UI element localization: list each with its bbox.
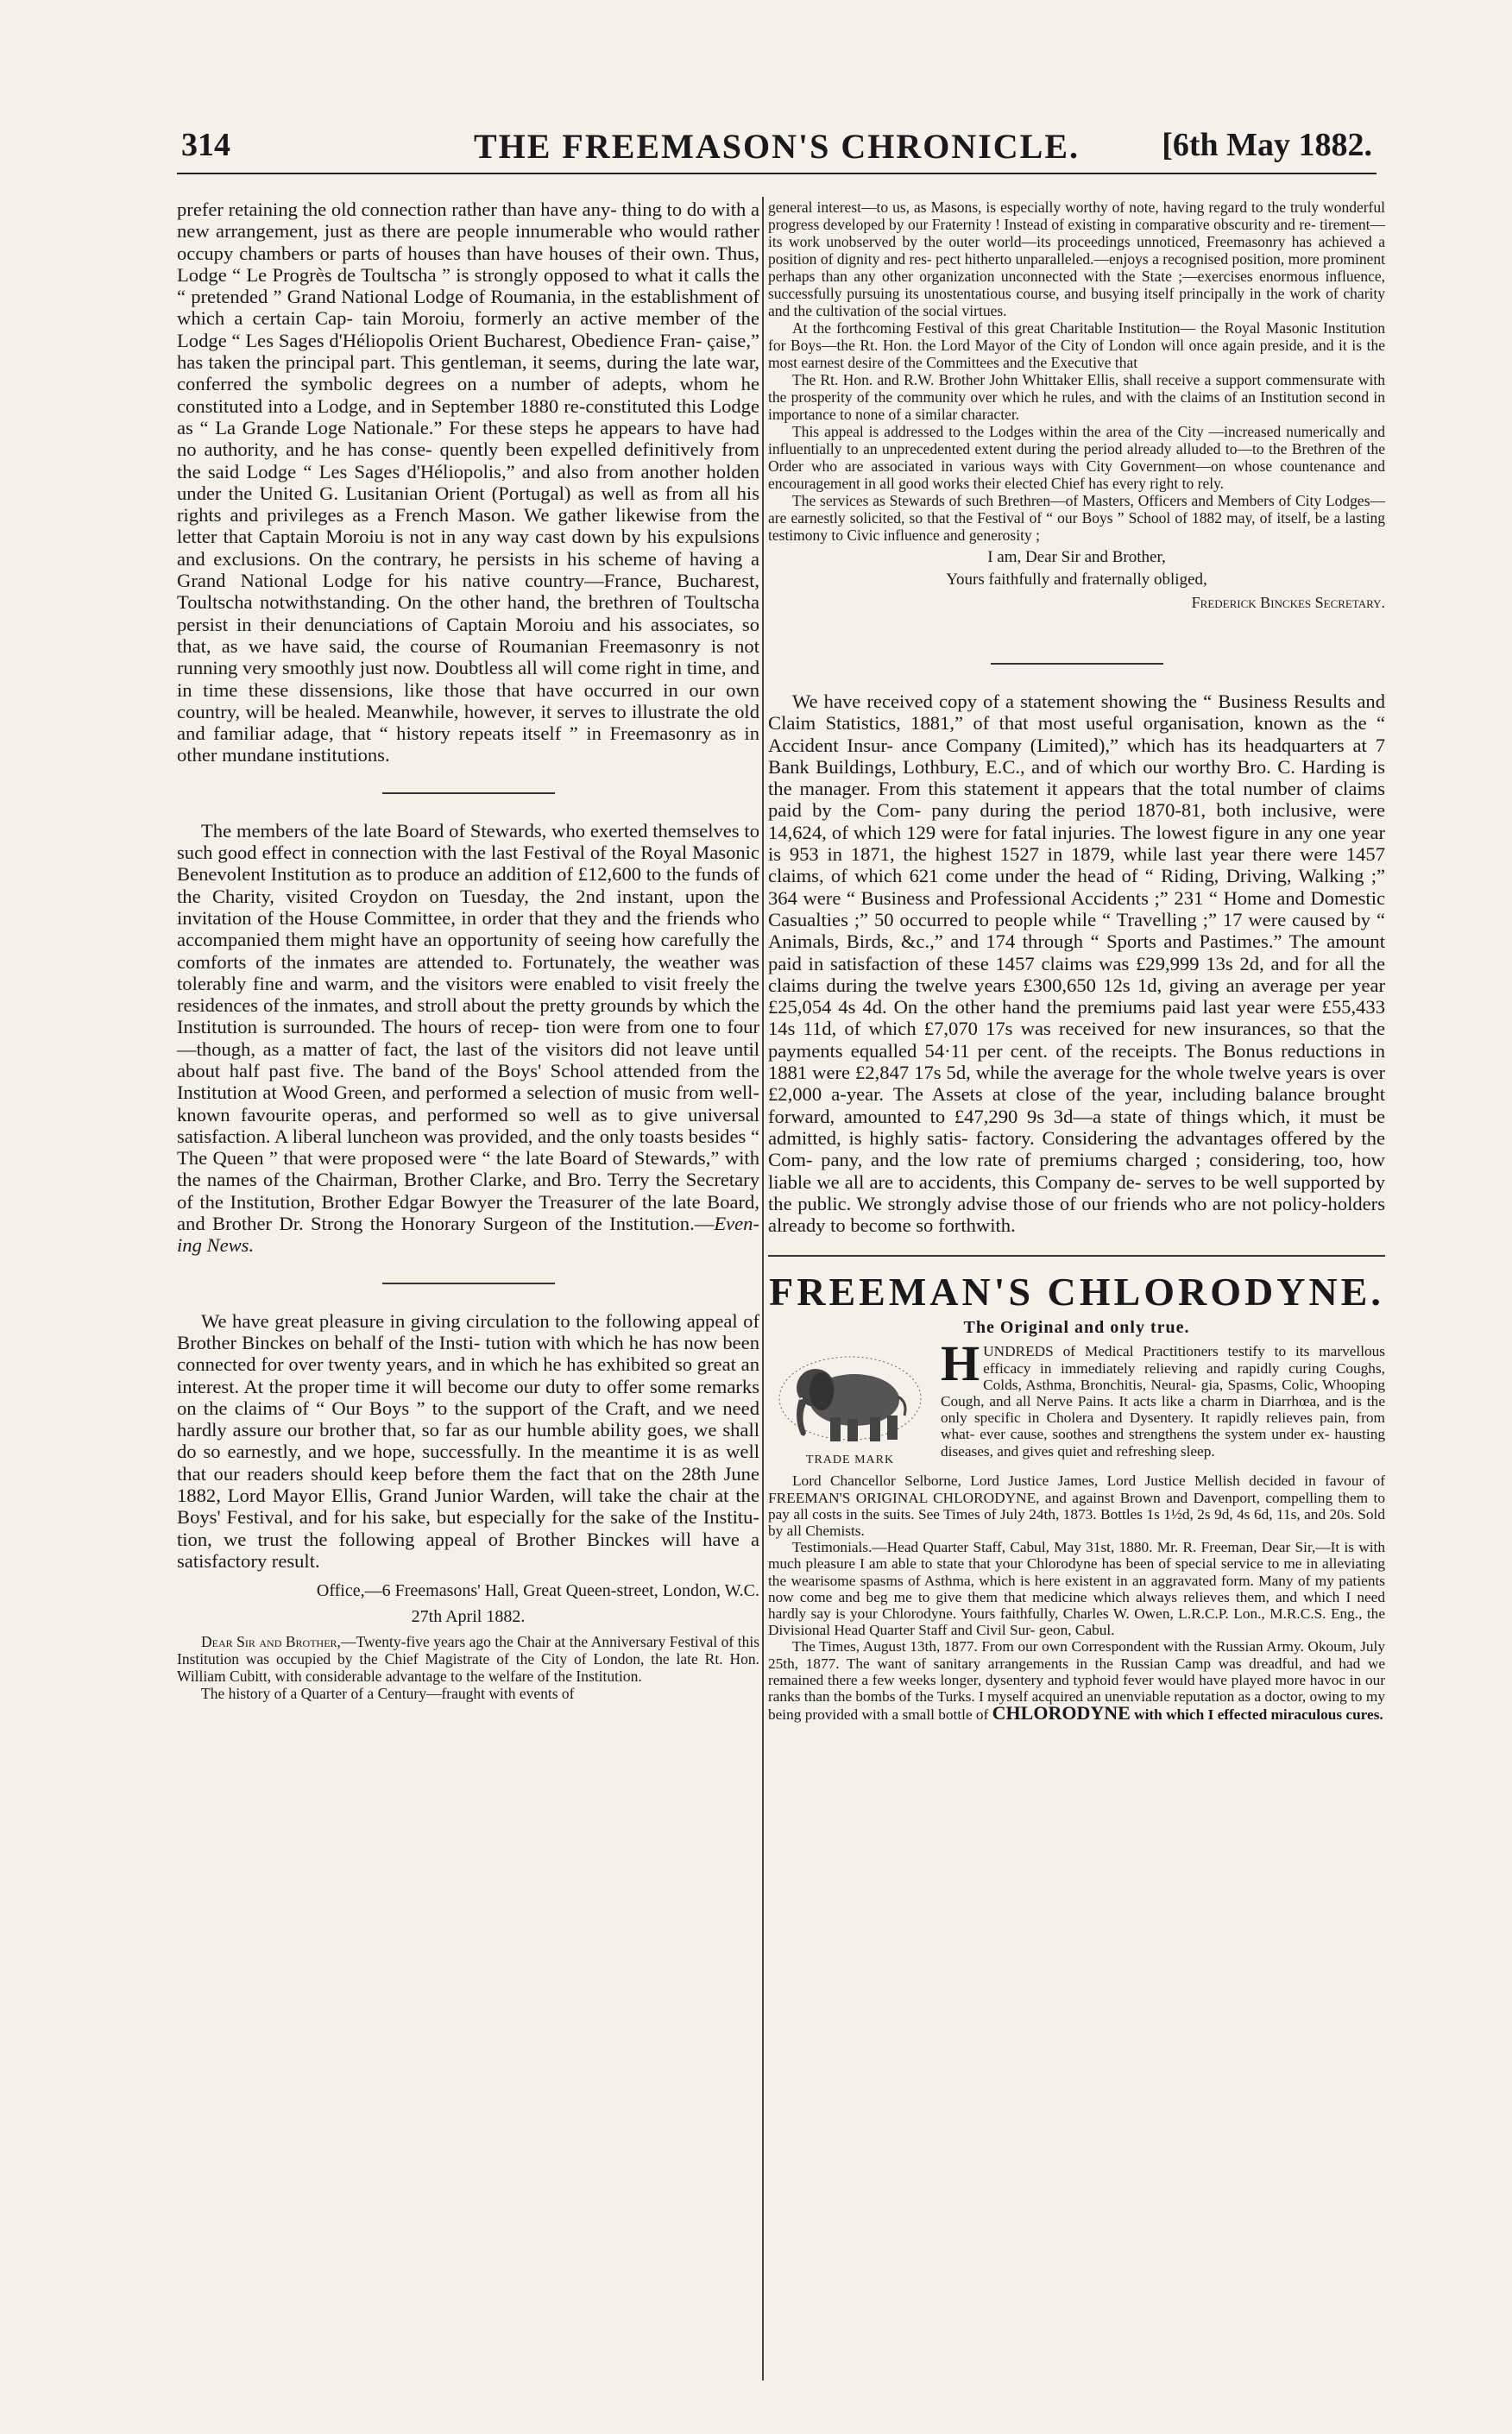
left-column	[177, 199, 759, 1702]
issue-date: [6th May 1882.	[1162, 127, 1372, 163]
advert-claims: UNDREDS of Medical Practitioners testify to its marvellous efficacy in immediately relieving and rapidly curing Coughs, Colds, Asthma, Bronchitis, Neural- gia, Spasms, Colic, Whooping Cough, and all Nerve Pains. It acts like a charm in Diarrhœa, and is the only specific in Cholera and Dysentery. It rapidly relieves pain, from what- ever cause, soothes and strengthens the system under ex- hausting diseases, and gives quiet and refreshing sleep.	[941, 1343, 1385, 1460]
letter-history: The history of a Quarter of a Century—fraught with events of	[201, 1684, 575, 1702]
office-address: Office,—6 Freemasons' Hall, Great Queen-street, London, W.C.	[316, 1581, 759, 1601]
right-column	[768, 199, 1385, 1723]
elephant-icon	[768, 1346, 932, 1454]
article-binckes-intro: We have great pleasure in giving circulation to the following appeal of Brother Binckes on behalf of the Insti- tution with which he has now been connected for over twenty years, and in which he has exhibited so great an interest. At the proper time it will become our duty to offer some remarks on the claims of “ Our Boys ” to the support of the Craft, and we need hardly assure our brother that, so far as our humble ability goes, we shall do so earnestly, and we hope, successfully. In the meantime it is as well that our readers should keep before them the fact that on the 28th June 1882, Lord Mayor Ellis, Grand Junior Warden, will take the chair at the Boys' Festival, and for his sake, but especially for the sake of the Institu- tion, we trust the following appeal of Brother Binckes will have a satisfactory result.	[177, 1309, 759, 1572]
advert-rule	[768, 1255, 1385, 1257]
letter-opening-text: —Twenty-five years ago the Chair at the Anniversary Festival of this Institution was occupied by the Chief Magistrate of the City of London, the late Rt. Hon. William Cubitt, with considerable advantage to the welfare of the Institution.	[177, 1632, 759, 1685]
advert-title: FREEMAN'S CHLORODYNE.	[769, 1270, 1384, 1315]
office-date: 27th April 1882.	[411, 1606, 526, 1626]
letter-continued: general interest—to us, as Masons, is especially worthy of note, having regard to the truly wonderful progress developed by our Fraternity ! Instead of existing in comparative obscurity and re- tirement—its work unobserved by the outer world—its proceedings unnoticed, Freemasonry has achieved a position of dignity and res- pect hitherto unparalleled.—enjoys a recognised position, more prominent perhaps than any other organization unconnected with the State ;—exercises enormous influence, successfully pursuing its unostentatious course, and busying itself principally in the work of charity and the cultivation of the social virtues.	[768, 199, 1385, 319]
advert-times-end: with which I effected miraculous cures.	[1134, 1706, 1383, 1724]
letter-stewards: The services as Stewards of such Brethren—of Masters, Officers and Members of City Lodges—are earnestly solicited, so that the Festival of “ our Boys ” School of 1882 may, of itself, be a lasting testimony to Civic influence and generosity ;	[768, 492, 1385, 544]
article-roumania: prefer retaining the old connection rather than have any- thing to do with a new arrangement, just as there are people innumerable who would rather occupy chambers or parts of houses than have houses of their own. Thus, Lodge “ Le Progrès de Toultscha ” is strongly opposed to what it calls the “ pretended ” Grand National Lodge of Roumania, in the establishment of which a certain Cap- tain Moroiu, formerly an active member of the Lodge “ Les Sages d'Héliopolis Orient Bucharest, Obedience Fran- çaise,” has taken the principal part. This gentleman, it seems, during the late war, conferred the symbolic degrees on a number of adepts, whom he constituted into a Lodge, and in September 1880 re-constituted this Lodge as “ La Grande Loge Nationale.” For these steps he appears to have had no authority, and he has conse- quently been expelled definitively from the said Lodge “ Les Sages d'Héliopolis,” and also from another holden under the United G. Lusitanian Orient (Portugal) as well as from all his rights and privileges as a French Mason. We gather likewise from the letter that Captain Moroiu is not in any way cast down by his expulsions and exclusions. On the contrary, he persists in his scheme of having a Grand National Lodge for his native country—France, Bucharest, Toultscha notwithstanding. On the other hand, the brethren of Toultscha persist in their denunciations of Captain Moroiu and his associates, so that, as we have said, the course of Roumanian Freemasonry is not running very smoothly just now. Doubtless all will come right in time, and in time these dissensions, like those that have occurred in our own country, will be healed. Meanwhile, however, it serves to illustrate the old and familiar adage, that “ history repeats itself ” in Freemasonry as in other mundane institutions.	[177, 199, 759, 766]
article-stewards-text: The members of the late Board of Stewards, who exerted themselves to such good effect in connection with the last Festival of the Royal Masonic Benevolent Institution as to produce an addition of £12,600 to the funds of the Charity, visited Croydon on Tuesday, the 2nd instant, upon the invitation of the House Committee, in order that they and the friends who accompanied them might have an opportunity of seeing how carefully the comforts of the inmates are attended to. Fortunately, the weather was tolerably fine and warm, and the visitors were enabled to visit freely the residences of the inmates, and stroll about the pretty grounds by which the Institution is surrounded. The hours of recep- tion were from one to four—though, as a matter of fact, the last of the visitors did not leave until about half past five. The band of the Boys' School attended from the Institution at Wood Green, and performed a selection of music from well-known favourite operas, and performed so well as to give universal satisfaction. A liberal luncheon was provided, and the only toasts besides “ The Queen ” that were proposed were “ the late Board of Stewards,” with the names of the Chairman, Brother Clarke, and Bro. Terry the Secretary of the Institution, Brother Edgar Bowyer the Treasurer of the late Board, and Brother Dr. Strong the Honorary Surgeon of the Institution.—	[177, 819, 759, 1235]
advert-times-text: The Times, August 13th, 1877. From our own Correspondent with the Russian Army. Okoum, July 25th, 1877. The want of sanitary arrangements in the Russian Camp was dreadful, and had we remained there a few weeks longer, dysentery and typhoid fever would have played more havoc in our ranks than the bombs of the Turks. I myself acquired an unenviable reputation as a doctor, owing to my being provided with a small bottle of	[768, 1638, 1385, 1724]
letter-lord-mayor: The Rt. Hon. and R.W. Brother John Whittaker Ellis, shall receive a support commensurate with the prosperity of the community over which he rules, and with the claims of an Institution second in importance to none of a similar character.	[768, 371, 1385, 423]
advert-legal: Lord Chancellor Selborne, Lord Justice James, Lord Justice Mellish decided in favour of FREEMAN'S ORIGINAL CHLORODYNE, and against Brown and Davenport, compelling them to pay all costs in the suits. See Times of July 24th, 1873. Bottles 1s 1½d, 2s 9d, 4s 6d, 11s, and 20s. Sold by all Chemists.	[768, 1472, 1385, 1540]
letter-festival: At the forthcoming Festival of this great Charitable Institution— the Royal Masonic Institution for Boys—the Rt. Hon. the Lord Mayor of the City of London will once again preside, and it is the most earnest desire of the Committees and the Executive that	[768, 319, 1385, 371]
page-header	[177, 121, 1377, 174]
trademark-elephant-image	[768, 1346, 932, 1467]
advert-chlorodyne	[768, 1335, 1385, 1725]
letter-signature: Frederick Binckes Secretary.	[1191, 594, 1385, 611]
page-number: 314	[181, 127, 230, 163]
publication-title: THE FREEMASON'S CHRONICLE.	[473, 127, 1080, 166]
article-stewards	[177, 820, 759, 1257]
letter-opening	[177, 1633, 759, 1685]
advert-times	[768, 1638, 1385, 1723]
drop-cap: H	[941, 1335, 980, 1392]
letter-appeal: This appeal is addressed to the Lodges within the area of the City —increased numerically and influentially to an unprecedented extent during the period already alluded to—to the Brethren of the Order who are associated in various ways with City Government—on whose countenance and encouragement in all good works their elected Chief has every right to rely.	[768, 423, 1385, 492]
trademark-label: TRADE MARK	[805, 1453, 895, 1467]
separator	[991, 663, 1163, 665]
letter-salutation: Dear Sir and Brother,	[201, 1632, 341, 1650]
advert-brand: CHLORODYNE	[992, 1702, 1131, 1725]
separator	[382, 792, 555, 794]
article-accident-insurance: We have received copy of a statement showing the “ Business Results and Claim Statistics, 1881,” of that most useful organisation, known as the “ Accident Insur- ance Company (Limited),” which has its headquarters at 7 Bank Buildings, Lothbury, E.C., and of which our worthy Bro. C. Harding is the manager. From this statement it appears that the total number of claims paid by the Com- pany during the period 1870-81, both inclusive, were 14,624, of which 129 were for fatal injuries. The lowest figure in any one year is 953 in 1871, the highest 1527 in 1879, while last year there were 1457 claims, of which 621 come under the head of “ Riding, Driving, Walking ;” 364 were “ Business and Professional Accidents ;” 231 “ Home and Domestic Casualties ;” 50 occurred to people while “ Travelling ;” 17 were caused by “ Animals, Birds, &c.,” and 174 through “ Sports and Pastimes.” The amount paid in satisfaction of these 1457 claims was £29,999 13s 2d, and for all the claims during the twelve years £300,650 12s 1d, giving an average per year £25,054 4s 4d. On the other hand the premiums paid last year were £55,433 14s 11d, of which £7,070 17s was received for new insurances, so that the payments equalled 54·11 per cent. of the receipts. The Bonus reductions in 1881 were £2,847 17s 5d, while the average for the whole twelve years is over £2,000 a-year. The Assets at close of the year, including balance brought forward, amounted to £47,290 9s 3d—a state of things which, it must be admitted, is highly satis- factory. Considering the advantages offered by the Com- pany, and the low rate of premiums charged ; considering, too, how liable we all are to accidents, this Company de- serves to be well supported by the public. We strongly advise those of our friends who are not policy-holders already to become so forthwith.	[768, 690, 1385, 1237]
letter-sign-2: Yours faithfully and fraternally obliged,	[946, 571, 1207, 589]
letter-sign-1: I am, Dear Sir and Brother,	[987, 548, 1166, 566]
advert-subtitle: The Original and only true.	[963, 1318, 1190, 1338]
column-divider	[762, 197, 764, 2380]
advert-testimonial: Testimonials.—Head Quarter Staff, Cabul, May 31st, 1880. Mr. R. Freeman, Dear Sir,—It is with much pleasure I am able to state that your Chlorodyne has been of special service to me in alleviating the wearisome spasms of Asthma, which is here existent in an aggravated form. Many of my patients now come and beg me to give them that medicine which always relieves them, and which I need hardly say is your Chlorodyne. Yours faithfully, Charles W. Owen, L.R.C.P. Lon., M.R.C.S. Eng., the Divisional Head Quarter Staff and Civil Sur- geon, Cabul.	[768, 1539, 1385, 1639]
separator	[382, 1283, 555, 1284]
article-stewards-source: Even- ing News.	[177, 1213, 759, 1257]
